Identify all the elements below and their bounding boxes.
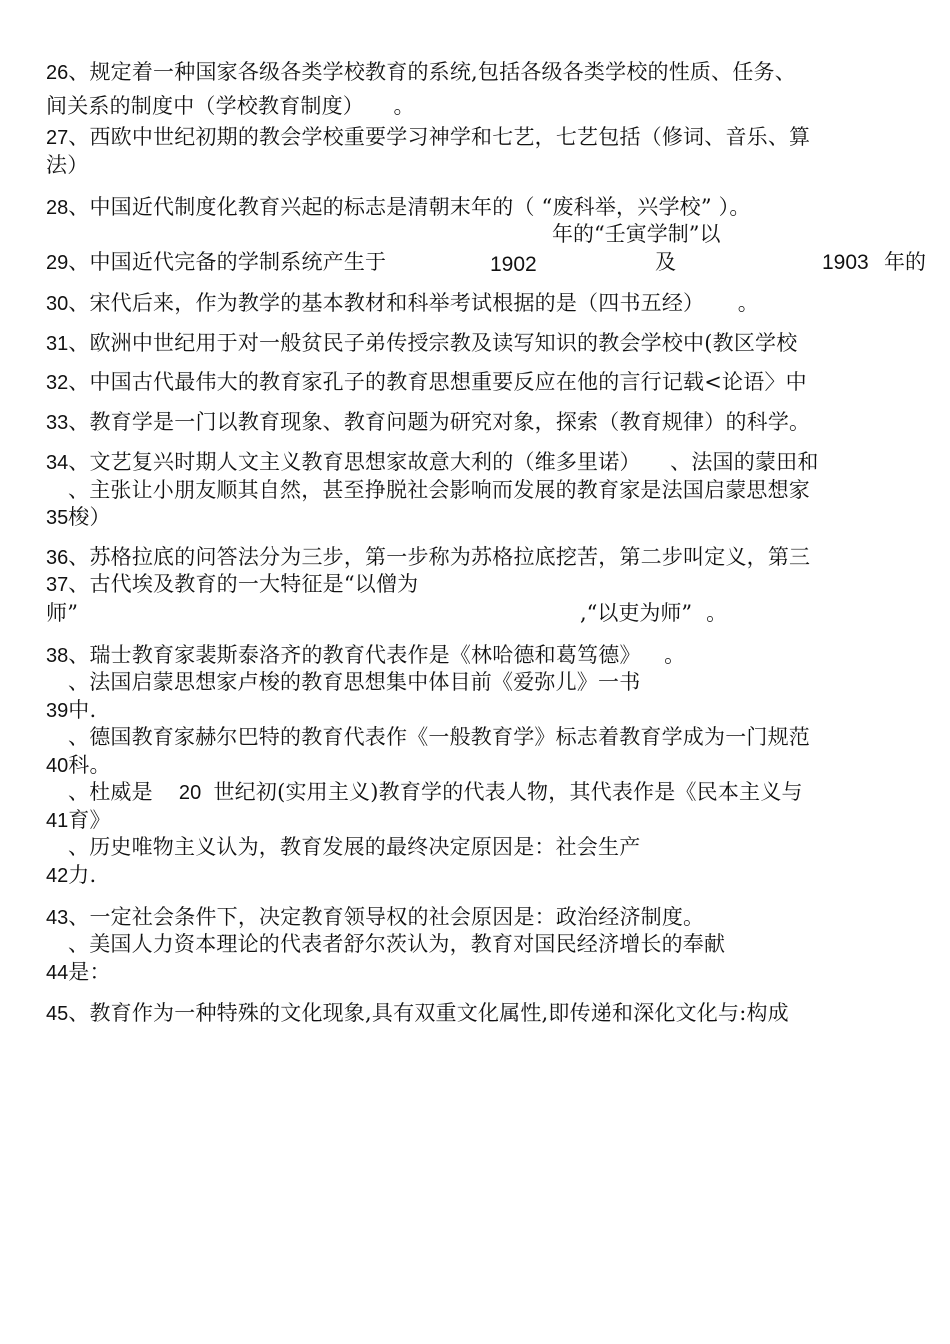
item-text: 、教育作为一种特殊的文化现象,具有双重文化属性,即传递和深化文化与:构成	[68, 1001, 789, 1025]
item-29-and: 及	[655, 250, 676, 274]
item-44-line-1	[68, 934, 725, 955]
item-number: 45	[46, 1003, 69, 1025]
item-text: 、教育学是一门以教育现象、教育问题为研究对象，探索（教育规律）的科学。	[68, 410, 811, 434]
item-text: 、一定社会条件下，决定教育领导权的社会原因是：政治经济制度。	[68, 905, 705, 929]
item-text: 、历史唯物主义认为，教育发展的最终决定原因是：社会生产	[68, 835, 641, 859]
item-number: 39	[46, 700, 69, 722]
item-text: 法）	[46, 153, 89, 177]
item-text: 梭）	[68, 505, 111, 529]
item-number: 29	[46, 252, 69, 274]
item-27-line-2	[46, 155, 88, 176]
item-text: 、杜威是	[68, 780, 153, 804]
item-39-line-2	[46, 700, 96, 721]
item-text: ,“以吏为师”	[580, 601, 693, 625]
item-text: 、德国教育家赫尔巴特的教育代表作《一般教育学》标志着教育学成为一门规范	[68, 725, 810, 749]
item-37-line-1	[46, 574, 418, 595]
item-text-tail: 。	[664, 643, 686, 667]
item-number: 34	[46, 452, 69, 474]
item-35-line-2	[46, 507, 111, 528]
item-number: 33	[46, 412, 69, 434]
item-29	[46, 252, 386, 273]
item-text: 、法国启蒙思想家卢梭的教育思想集中体目前《爱弥儿》一书	[68, 670, 641, 694]
item-text: 是：	[68, 960, 111, 984]
item-32	[46, 372, 807, 393]
item-text: 、中国近代制度化教育兴起的标志是清朝末年的（ “废科举，兴学校” ）。	[68, 195, 751, 219]
item-26-line-2	[46, 96, 415, 117]
item-text: 、苏格拉底的问答法分为三步，第一步称为苏格拉底挖苦，第二步叫定义，第三	[68, 545, 811, 569]
item-number: 42	[46, 865, 69, 887]
item-35-line-1	[68, 480, 810, 501]
item-41-line-1	[68, 782, 803, 803]
item-text: 、宋代后来，作为教学的基本教材和科举考试根据的是（四书五经）	[68, 291, 694, 315]
item-38	[46, 645, 685, 666]
item-text: 、中国近代完备的学制系统产生于	[68, 250, 387, 274]
item-text: 间关系的制度中（学校教育制度）	[46, 94, 354, 118]
item-45	[46, 1003, 789, 1024]
item-30	[46, 293, 759, 314]
item-41-line-2	[46, 810, 111, 831]
item-29-superline: 年的“壬寅学制”以	[552, 222, 721, 246]
item-text-tail: 。	[706, 601, 728, 625]
item-28	[46, 197, 751, 218]
item-34	[46, 452, 819, 473]
item-text: 、文艺复兴时期人文主义教育思想家故意大利的（维多里诺）	[68, 450, 631, 474]
item-number: 43	[46, 907, 69, 929]
year-1903: 1903	[822, 251, 869, 274]
item-42-line-2	[46, 865, 96, 886]
item-37-line-2	[46, 603, 78, 624]
item-44-line-2	[46, 962, 111, 983]
item-text: 、规定着一种国家各级各类学校教育的系统,包括各级各类学校的性质、任务、	[68, 60, 796, 84]
item-36	[46, 547, 810, 568]
item-text: 中.	[68, 698, 97, 722]
item-text: 、瑞士教育家裴斯泰洛齐的教育代表作是《林哈德和葛笃德》	[68, 643, 631, 667]
item-37-line-2-right	[580, 603, 727, 624]
item-number: 40	[46, 755, 69, 777]
item-number: 30	[46, 293, 69, 315]
item-text: 、中国古代最伟大的教育家孔子的教育思想重要反应在他的言行记载<论语〉中	[68, 370, 807, 394]
item-number: 36	[46, 547, 69, 569]
item-text: 、西欧中世纪初期的教会学校重要学习神学和七艺，七艺包括（修词、音乐、算	[68, 125, 811, 149]
item-number: 44	[46, 962, 69, 984]
year-1902: 1902	[490, 253, 537, 276]
item-39-line-1	[68, 672, 640, 693]
item-text-tail: 。	[393, 94, 415, 118]
item-text-tail: 。	[737, 291, 759, 315]
item-number: 37	[46, 574, 69, 596]
item-number: 27	[46, 127, 69, 149]
item-40-line-1	[68, 727, 810, 748]
item-text: 、欧洲中世纪用于对一般贫民子弟传授宗教及读写知识的教会学校中(教区学校	[68, 331, 798, 355]
item-text: 育》	[68, 808, 111, 832]
item-number: 35	[46, 507, 69, 529]
item-text: 师”	[46, 601, 79, 625]
item-26-line-1	[46, 62, 796, 83]
item-number: 26	[46, 62, 69, 84]
item-text: 世纪初(实用主义)教育学的代表人物，其代表作是《民本主义与	[213, 780, 803, 804]
item-text: 、主张让小朋友顺其自然，甚至挣脱社会影响而发展的教育家是法国启蒙思想家	[68, 478, 810, 502]
item-text: 、美国人力资本理论的代表者舒尔茨认为，教育对国民经济增长的奉献	[68, 932, 726, 956]
item-text-tail: 、法国的蒙田和	[670, 450, 819, 474]
item-42-line-1	[68, 837, 640, 858]
item-43	[46, 907, 704, 928]
item-number: 38	[46, 645, 69, 667]
item-29-tail: 年的	[884, 250, 926, 274]
item-number: 32	[46, 372, 69, 394]
item-text: 、古代埃及教育的一大特征是“以僧为	[68, 572, 419, 596]
item-27-line-1	[46, 127, 810, 148]
item-31	[46, 333, 797, 354]
item-number: 31	[46, 333, 69, 355]
item-text: 力.	[68, 863, 97, 887]
item-year: 20	[178, 782, 202, 804]
item-number: 41	[46, 810, 69, 832]
item-number: 28	[46, 197, 69, 219]
item-33	[46, 412, 810, 433]
item-text: 科。	[68, 753, 111, 777]
item-40-line-2	[46, 755, 111, 776]
